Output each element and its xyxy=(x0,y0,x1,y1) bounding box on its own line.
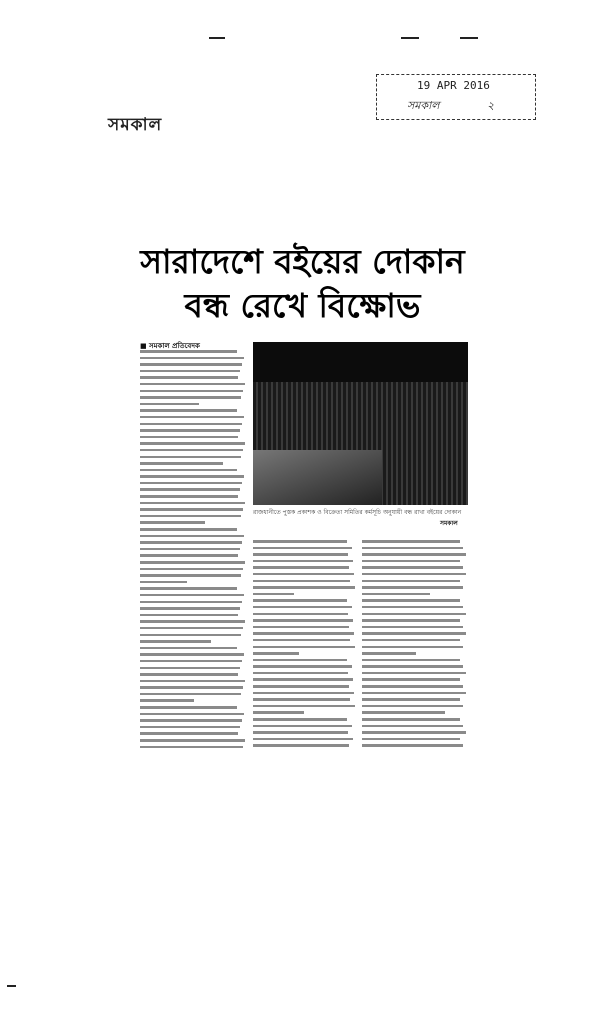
text-line xyxy=(140,423,242,426)
newspaper-masthead: সমকাল xyxy=(108,115,163,135)
text-line xyxy=(140,436,238,439)
text-line xyxy=(253,685,349,688)
text-line xyxy=(140,350,237,353)
text-line xyxy=(362,665,463,668)
text-line xyxy=(362,685,463,688)
text-line xyxy=(362,711,445,714)
text-line xyxy=(253,744,349,747)
article-column-3 xyxy=(362,540,468,751)
text-line xyxy=(140,383,245,386)
text-line xyxy=(362,540,460,543)
text-line xyxy=(140,429,240,432)
text-line xyxy=(140,376,238,379)
article-column-2 xyxy=(253,540,355,751)
text-line xyxy=(140,390,243,393)
scan-mark xyxy=(7,985,16,987)
text-line xyxy=(362,573,466,576)
text-line xyxy=(140,653,244,656)
text-line xyxy=(362,593,430,596)
text-line xyxy=(362,659,460,662)
text-line xyxy=(140,508,243,511)
text-line xyxy=(140,502,245,505)
text-line xyxy=(362,718,460,721)
headline-line-1: সারাদেশে বইয়ের দোকান xyxy=(140,242,465,281)
text-line xyxy=(362,613,466,616)
text-line xyxy=(253,580,350,583)
text-line xyxy=(140,521,205,524)
text-line xyxy=(362,547,463,550)
text-line xyxy=(362,652,416,655)
text-line xyxy=(140,462,223,465)
text-line xyxy=(140,528,237,531)
text-line xyxy=(253,665,352,668)
article-column-1 xyxy=(140,350,245,752)
text-line xyxy=(362,619,460,622)
byline: ■ সমকাল প্রতিবেদক xyxy=(140,342,200,350)
text-line xyxy=(253,606,352,609)
text-line xyxy=(140,561,245,564)
text-line xyxy=(140,482,242,485)
stamp-page: ২ xyxy=(487,99,495,112)
scan-mark xyxy=(209,37,225,39)
text-line xyxy=(140,713,244,716)
text-line xyxy=(140,442,245,445)
text-line xyxy=(362,566,463,569)
text-line xyxy=(362,646,463,649)
text-line xyxy=(140,475,244,478)
text-line xyxy=(253,613,348,616)
text-line xyxy=(140,706,237,709)
text-line xyxy=(362,725,463,728)
text-line xyxy=(362,744,463,747)
text-line xyxy=(140,693,241,696)
text-line xyxy=(140,667,240,670)
scan-mark xyxy=(460,37,478,39)
text-line xyxy=(140,640,211,643)
text-line xyxy=(140,739,245,742)
text-line xyxy=(140,357,244,360)
article-photo xyxy=(253,342,468,505)
text-line xyxy=(253,573,354,576)
text-line xyxy=(253,547,352,550)
text-line xyxy=(362,705,463,708)
text-line xyxy=(140,680,245,683)
text-line xyxy=(253,692,354,695)
text-line xyxy=(253,705,355,708)
text-line xyxy=(362,586,463,589)
text-line xyxy=(140,574,241,577)
text-line xyxy=(140,548,240,551)
stamp-mark: সমকাল xyxy=(407,99,440,112)
text-line xyxy=(140,660,242,663)
text-line xyxy=(140,647,237,650)
text-line xyxy=(253,632,354,635)
text-line xyxy=(362,632,466,635)
text-line xyxy=(253,566,349,569)
text-line xyxy=(253,646,355,649)
text-line xyxy=(362,560,460,563)
photo-caption: রাজধানীতে পুস্তক প্রকাশক ও বিক্রেতা সমিতির কর্মসূচি অনুযায়ী বন্ধ রাখা বইয়ের দোকান xyxy=(253,509,462,516)
headline-line-2: বন্ধ রেখে বিক্ষোভ xyxy=(184,286,421,325)
text-line xyxy=(253,619,353,622)
text-line xyxy=(253,731,348,734)
text-line xyxy=(253,652,299,655)
text-line xyxy=(140,554,238,557)
text-line xyxy=(253,672,348,675)
text-line xyxy=(253,718,347,721)
text-line xyxy=(140,363,242,366)
text-line xyxy=(140,416,244,419)
text-line xyxy=(253,560,353,563)
text-line xyxy=(140,594,244,597)
text-line xyxy=(362,692,466,695)
text-line xyxy=(362,678,460,681)
text-line xyxy=(362,698,460,701)
text-line xyxy=(362,672,466,675)
text-line xyxy=(362,731,466,734)
text-line xyxy=(140,627,243,630)
text-line xyxy=(362,738,460,741)
text-line xyxy=(140,686,243,689)
text-line xyxy=(362,553,466,556)
text-line xyxy=(362,606,463,609)
date-stamp xyxy=(376,74,536,120)
text-line xyxy=(140,541,242,544)
text-line xyxy=(140,535,244,538)
text-line xyxy=(140,634,241,637)
text-line xyxy=(362,580,460,583)
text-line xyxy=(140,719,242,722)
scan-mark xyxy=(401,37,419,39)
text-line xyxy=(140,726,240,729)
text-line xyxy=(140,456,241,459)
article-headline xyxy=(130,240,475,328)
text-line xyxy=(253,593,294,596)
text-line xyxy=(140,673,238,676)
text-line xyxy=(140,449,243,452)
text-line xyxy=(140,699,194,702)
text-line xyxy=(140,732,238,735)
text-line xyxy=(253,540,347,543)
text-line xyxy=(253,586,355,589)
text-line xyxy=(253,659,347,662)
stamp-date: 19 APR 2016 xyxy=(417,79,490,92)
text-line xyxy=(140,495,238,498)
text-line xyxy=(140,403,199,406)
text-line xyxy=(140,601,242,604)
text-line xyxy=(253,639,350,642)
text-line xyxy=(253,599,347,602)
text-line xyxy=(362,626,463,629)
text-line xyxy=(253,711,304,714)
text-line xyxy=(140,488,240,491)
text-line xyxy=(253,698,350,701)
text-line xyxy=(253,738,353,741)
text-line xyxy=(140,614,238,617)
text-line xyxy=(140,469,237,472)
text-line xyxy=(140,409,237,412)
text-line xyxy=(253,725,352,728)
text-line xyxy=(362,639,460,642)
text-line xyxy=(140,396,241,399)
photo-credit: সমকাল xyxy=(440,520,458,527)
text-line xyxy=(140,746,243,749)
text-line xyxy=(362,599,460,602)
text-line xyxy=(253,678,353,681)
text-line xyxy=(140,581,187,584)
text-line xyxy=(140,587,237,590)
text-line xyxy=(253,626,349,629)
text-line xyxy=(140,607,240,610)
text-line xyxy=(140,515,241,518)
text-line xyxy=(140,370,240,373)
text-line xyxy=(140,620,245,623)
text-line xyxy=(253,553,348,556)
text-line xyxy=(140,568,243,571)
